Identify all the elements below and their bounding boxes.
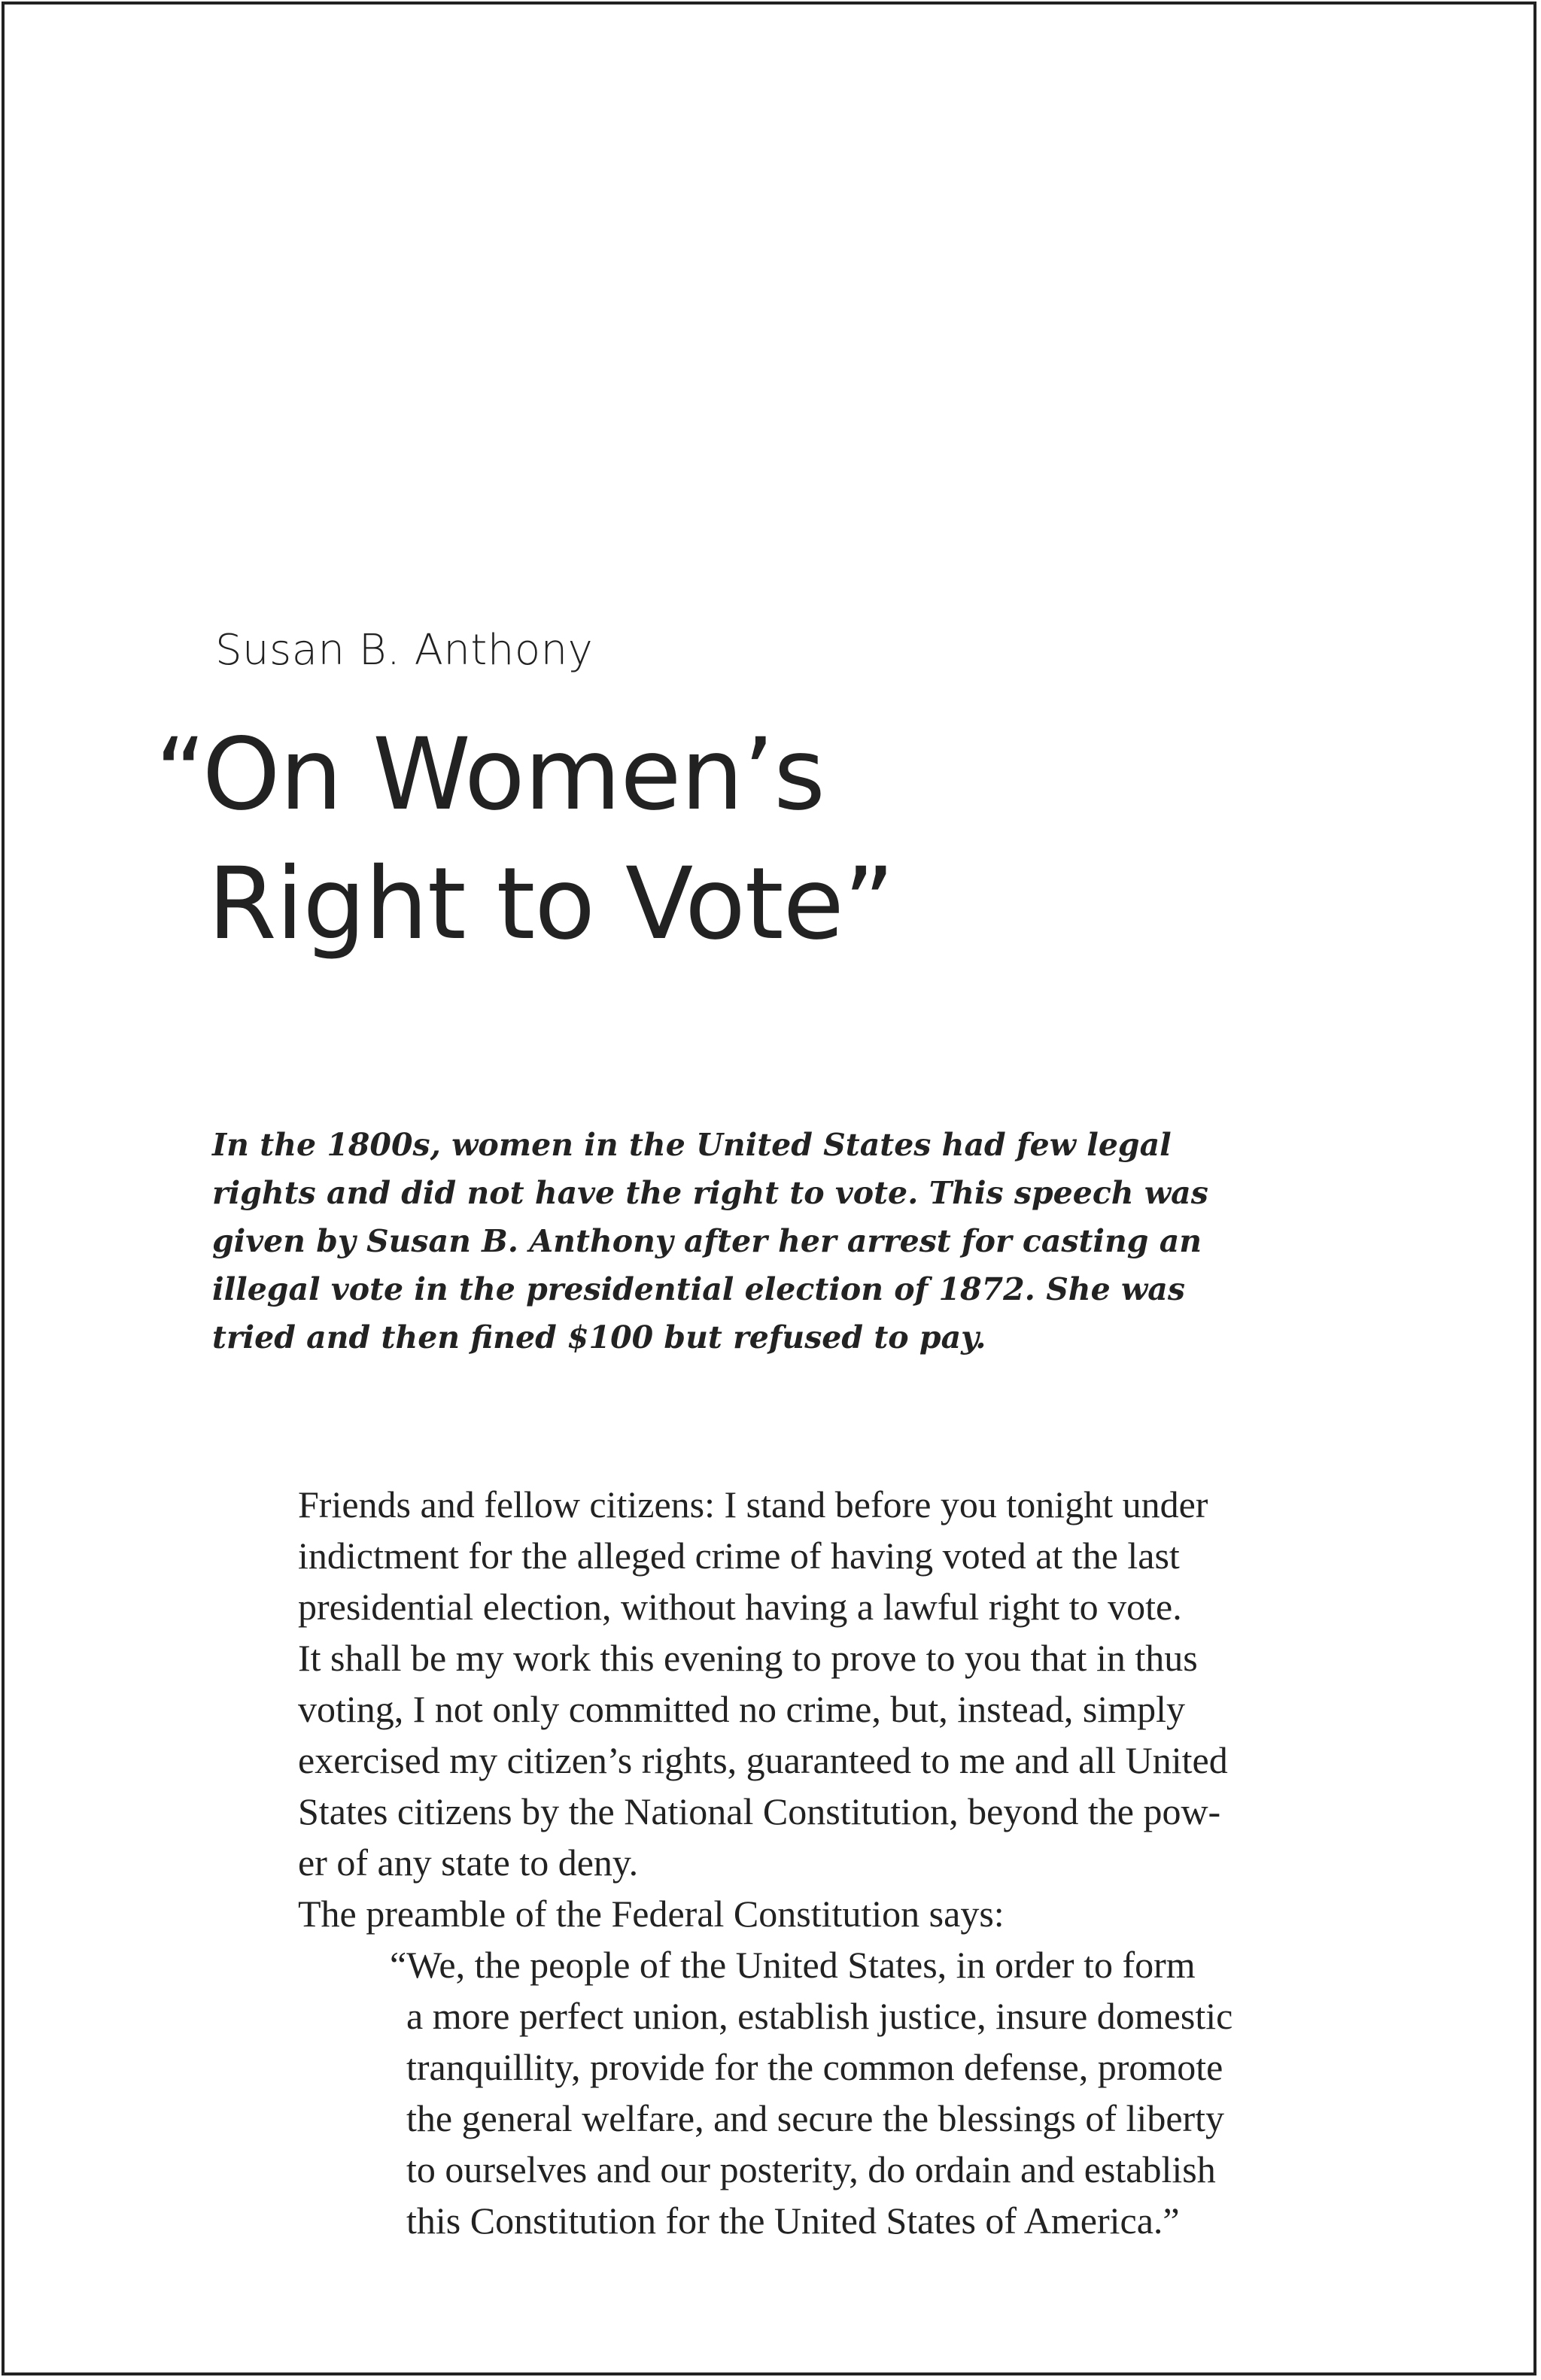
preamble-quote (390, 1939, 1232, 2246)
body-line: indictment for the alleged crime of having voted at the last (298, 1535, 1180, 1577)
quote-line: this Constitution for the United States of America.” (406, 2199, 1180, 2242)
quote-line: “We, the people of the United States, in order to form (390, 1944, 1196, 1986)
intro-paragraph (212, 1121, 1208, 1362)
intro-line: tried and then fined $100 but refused to pay. (212, 1319, 986, 1355)
body-line: It shall be my work this evening to prove to you that in thus (298, 1637, 1198, 1679)
body-line: presidential election, without having a lawful right to vote. (298, 1586, 1182, 1628)
title-line: Right to Vote” (208, 846, 895, 962)
intro-line: In the 1800s, women in the United States had few legal (212, 1127, 1172, 1163)
speech-body (298, 1479, 1228, 1939)
document-page (2, 2, 1536, 2375)
quote-line: the general welfare, and secure the blessings of liberty (406, 2097, 1225, 2139)
quote-line: a more perfect union, establish justice, insure domestic (406, 1995, 1233, 2037)
body-line: exercised my citizen’s rights, guaranteed to me and all United (298, 1739, 1228, 1781)
title-line: “On Women’s (155, 717, 825, 833)
quote-line: tranquillity, provide for the common defense, promote (406, 2046, 1223, 2088)
body-line: States citizens by the National Constitution, beyond the pow- (298, 1790, 1221, 1832)
body-line: The preamble of the Federal Constitution says: (298, 1893, 1005, 1935)
speech-title (155, 710, 894, 969)
intro-line: illegal vote in the presidential election of 1872. She was (212, 1271, 1185, 1307)
intro-line: rights and did not have the right to vote. This speech was (212, 1175, 1208, 1211)
body-line: voting, I not only committed no crime, but, instead, simply (298, 1688, 1186, 1730)
body-line: er of any state to deny. (298, 1841, 639, 1884)
intro-line: given by Susan B. Anthony after her arrest for casting an (212, 1223, 1202, 1259)
quote-line: to ourselves and our posterity, do ordain and establish (406, 2148, 1216, 2190)
body-line: Friends and fellow citizens: I stand before you tonight under (298, 1483, 1208, 1525)
author-name: Susan B. Anthony (215, 626, 594, 675)
